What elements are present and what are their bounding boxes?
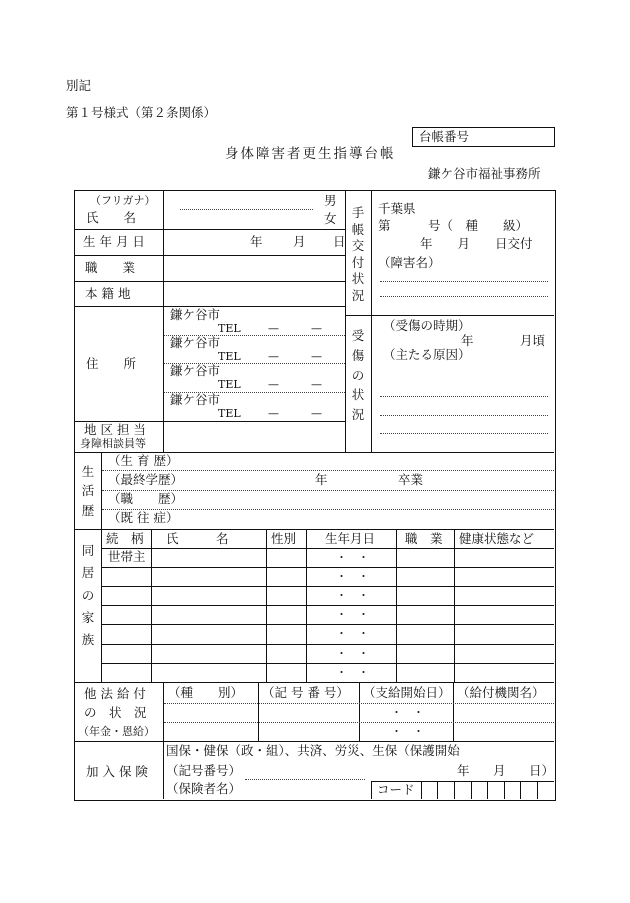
col-header-sex: 性別 xyxy=(271,531,297,546)
appendix-label: 別記 xyxy=(66,78,92,93)
row-divider xyxy=(74,229,346,230)
address-label: 住 所 xyxy=(86,356,137,371)
district-label: 地 区 担 当 xyxy=(84,422,146,437)
injury-year: 年 xyxy=(461,333,474,348)
col-divider xyxy=(371,190,372,452)
injury-cause-field[interactable] xyxy=(380,396,548,397)
insurance-year: 年 xyxy=(457,763,470,778)
row-divider xyxy=(74,255,346,256)
col-divider xyxy=(453,682,454,741)
code-digit-cell xyxy=(421,781,422,799)
female-option[interactable]: 女 xyxy=(324,211,337,226)
address-city-1: 鎌ケ谷市 xyxy=(170,307,221,322)
family-birth-dots: ・ ・ xyxy=(336,570,369,583)
injury-time-label: （受傷の時期） xyxy=(383,318,471,333)
family-birth-dots: ・ ・ xyxy=(336,647,369,660)
section-divider xyxy=(74,741,554,742)
address-city-2: 鎌ケ谷市 xyxy=(170,335,221,350)
life-history-label: 生活歴 xyxy=(81,464,95,518)
career-label: （職 歴） xyxy=(108,491,184,506)
tel-dash: — xyxy=(268,322,279,335)
family-birth-dots: ・ ・ xyxy=(336,666,369,679)
family-birth-dots: ・ ・ xyxy=(336,627,369,640)
col-header-name: 氏 名 xyxy=(166,531,229,546)
row-divider xyxy=(74,281,346,282)
code-box-left xyxy=(371,781,372,799)
table-row xyxy=(101,586,554,587)
col-header-occupation: 職 業 xyxy=(405,531,443,546)
family-birth-dots: ・ ・ xyxy=(336,608,369,621)
tel-dash: — xyxy=(311,407,322,420)
benefits-date-dots: ・ ・ xyxy=(391,706,424,719)
address-city-3: 鎌ケ谷市 xyxy=(170,363,221,378)
tel-label-1: TEL xyxy=(218,322,241,335)
benefits-separator xyxy=(164,722,554,723)
head-of-household: 世帯主 xyxy=(108,549,146,564)
furigana-field[interactable] xyxy=(180,209,313,210)
page-title: 身体障害者更生指導台帳 xyxy=(225,146,396,162)
section-divider xyxy=(74,529,554,530)
benefits-header-type: （種 別） xyxy=(168,685,244,700)
code-digit-cell xyxy=(454,781,455,799)
benefits-label-3: （年金・恩給） xyxy=(78,725,155,738)
insurance-day: 日） xyxy=(529,763,555,778)
education-label: （最終学歴） xyxy=(108,472,184,487)
disability-field[interactable] xyxy=(380,296,548,297)
tel-label-3: TEL xyxy=(218,378,241,391)
tel-dash: — xyxy=(311,350,322,363)
row-divider xyxy=(345,315,554,316)
insurance-symbol-label: （記号番号） xyxy=(166,763,242,778)
register-number-label: 台帳番号 xyxy=(419,129,470,144)
benefits-date-dots: ・ ・ xyxy=(391,725,424,738)
name-label: 氏 名 xyxy=(86,210,137,225)
birth-label: 生 年 月 日 xyxy=(83,234,145,249)
benefits-header-agency: （給付機関名） xyxy=(457,685,545,700)
notebook-status-label: 手帳交付状況 xyxy=(351,205,365,303)
col-divider xyxy=(359,682,360,741)
tel-dash: — xyxy=(268,350,279,363)
history-separator xyxy=(102,470,554,471)
injury-cause-label: （主たる原因） xyxy=(383,347,471,362)
tel-dash: — xyxy=(311,322,322,335)
form-number: 第１号様式（第２条関係） xyxy=(66,105,217,120)
code-digit-cell xyxy=(520,781,521,799)
col-header-birth: 生年月日 xyxy=(325,531,376,546)
disability-field[interactable] xyxy=(380,281,548,282)
table-row xyxy=(101,644,554,645)
table-row xyxy=(101,567,554,568)
family-birth-dots: ・ ・ xyxy=(336,551,369,564)
notebook-number-line: 第 号（ 種 級） xyxy=(378,218,529,233)
birth-day: 日 xyxy=(333,234,346,249)
medical-label: （既 往 症） xyxy=(108,510,179,525)
domicile-label: 本 籍 地 xyxy=(85,286,131,301)
benefits-header-start: （支給開始日） xyxy=(363,685,451,700)
insurer-label: （保険者名） xyxy=(166,781,242,796)
code-digit-cell xyxy=(487,781,488,799)
upbringing-label: （生 育 歴） xyxy=(108,453,179,468)
benefits-label-1: 他 法 給 付 xyxy=(84,686,146,701)
code-digit-cell xyxy=(471,781,472,799)
symbol-number-field[interactable] xyxy=(245,779,365,780)
insurance-label: 加 入 保 険 xyxy=(86,764,148,779)
section-divider xyxy=(74,682,554,683)
injury-status-label: 受傷の状況 xyxy=(351,328,365,422)
insurance-month: 月 xyxy=(493,763,506,778)
code-digit-cell xyxy=(537,781,538,799)
col-header-relation: 続 柄 xyxy=(106,531,144,546)
code-label: コード xyxy=(377,782,415,797)
benefits-label-2: の 状 況 xyxy=(84,705,147,720)
table-row xyxy=(101,605,554,606)
disability-name-label: （障害名） xyxy=(378,255,441,270)
table-row xyxy=(101,624,554,625)
family-birth-dots: ・ ・ xyxy=(336,589,369,602)
district-sublabel: 身障相談員等 xyxy=(80,437,146,450)
benefits-header-number: （記 号 番 号） xyxy=(262,685,349,700)
tel-dash: — xyxy=(268,378,279,391)
code-digit-cell xyxy=(504,781,505,799)
birth-year: 年 xyxy=(250,234,263,249)
benefits-separator xyxy=(164,703,554,704)
male-option[interactable]: 男 xyxy=(324,193,337,208)
insurance-types: 国保・健保（政・組）、共済、労災、生保（保護開始 xyxy=(166,743,460,758)
office-name: 鎌ケ谷市福祉事務所 xyxy=(428,166,541,181)
tel-label-2: TEL xyxy=(218,350,241,363)
family-label: 同居の家族 xyxy=(81,543,95,647)
col-divider xyxy=(258,682,259,741)
table-row xyxy=(101,663,554,664)
tel-dash: — xyxy=(268,407,279,420)
row-divider xyxy=(101,548,554,549)
register-number-box[interactable] xyxy=(412,127,555,147)
col-header-health: 健康状態など xyxy=(459,531,535,546)
tel-dash: — xyxy=(311,378,322,391)
address-city-4: 鎌ケ谷市 xyxy=(170,392,221,407)
education-graduate: 卒業 xyxy=(398,472,424,487)
furigana-label: （フリガナ） xyxy=(90,194,156,207)
education-year: 年 xyxy=(315,472,328,487)
injury-month: 月頃 xyxy=(520,333,546,348)
injury-cause-field[interactable] xyxy=(380,415,548,416)
occupation-label: 職 業 xyxy=(85,260,136,275)
issued-date: 年 月 日交付 xyxy=(420,236,533,251)
injury-cause-field[interactable] xyxy=(380,433,548,434)
tel-label-4: TEL xyxy=(218,407,241,420)
prefecture: 千葉県 xyxy=(378,201,416,216)
birth-month: 月 xyxy=(293,234,306,249)
code-digit-cell xyxy=(437,781,438,799)
